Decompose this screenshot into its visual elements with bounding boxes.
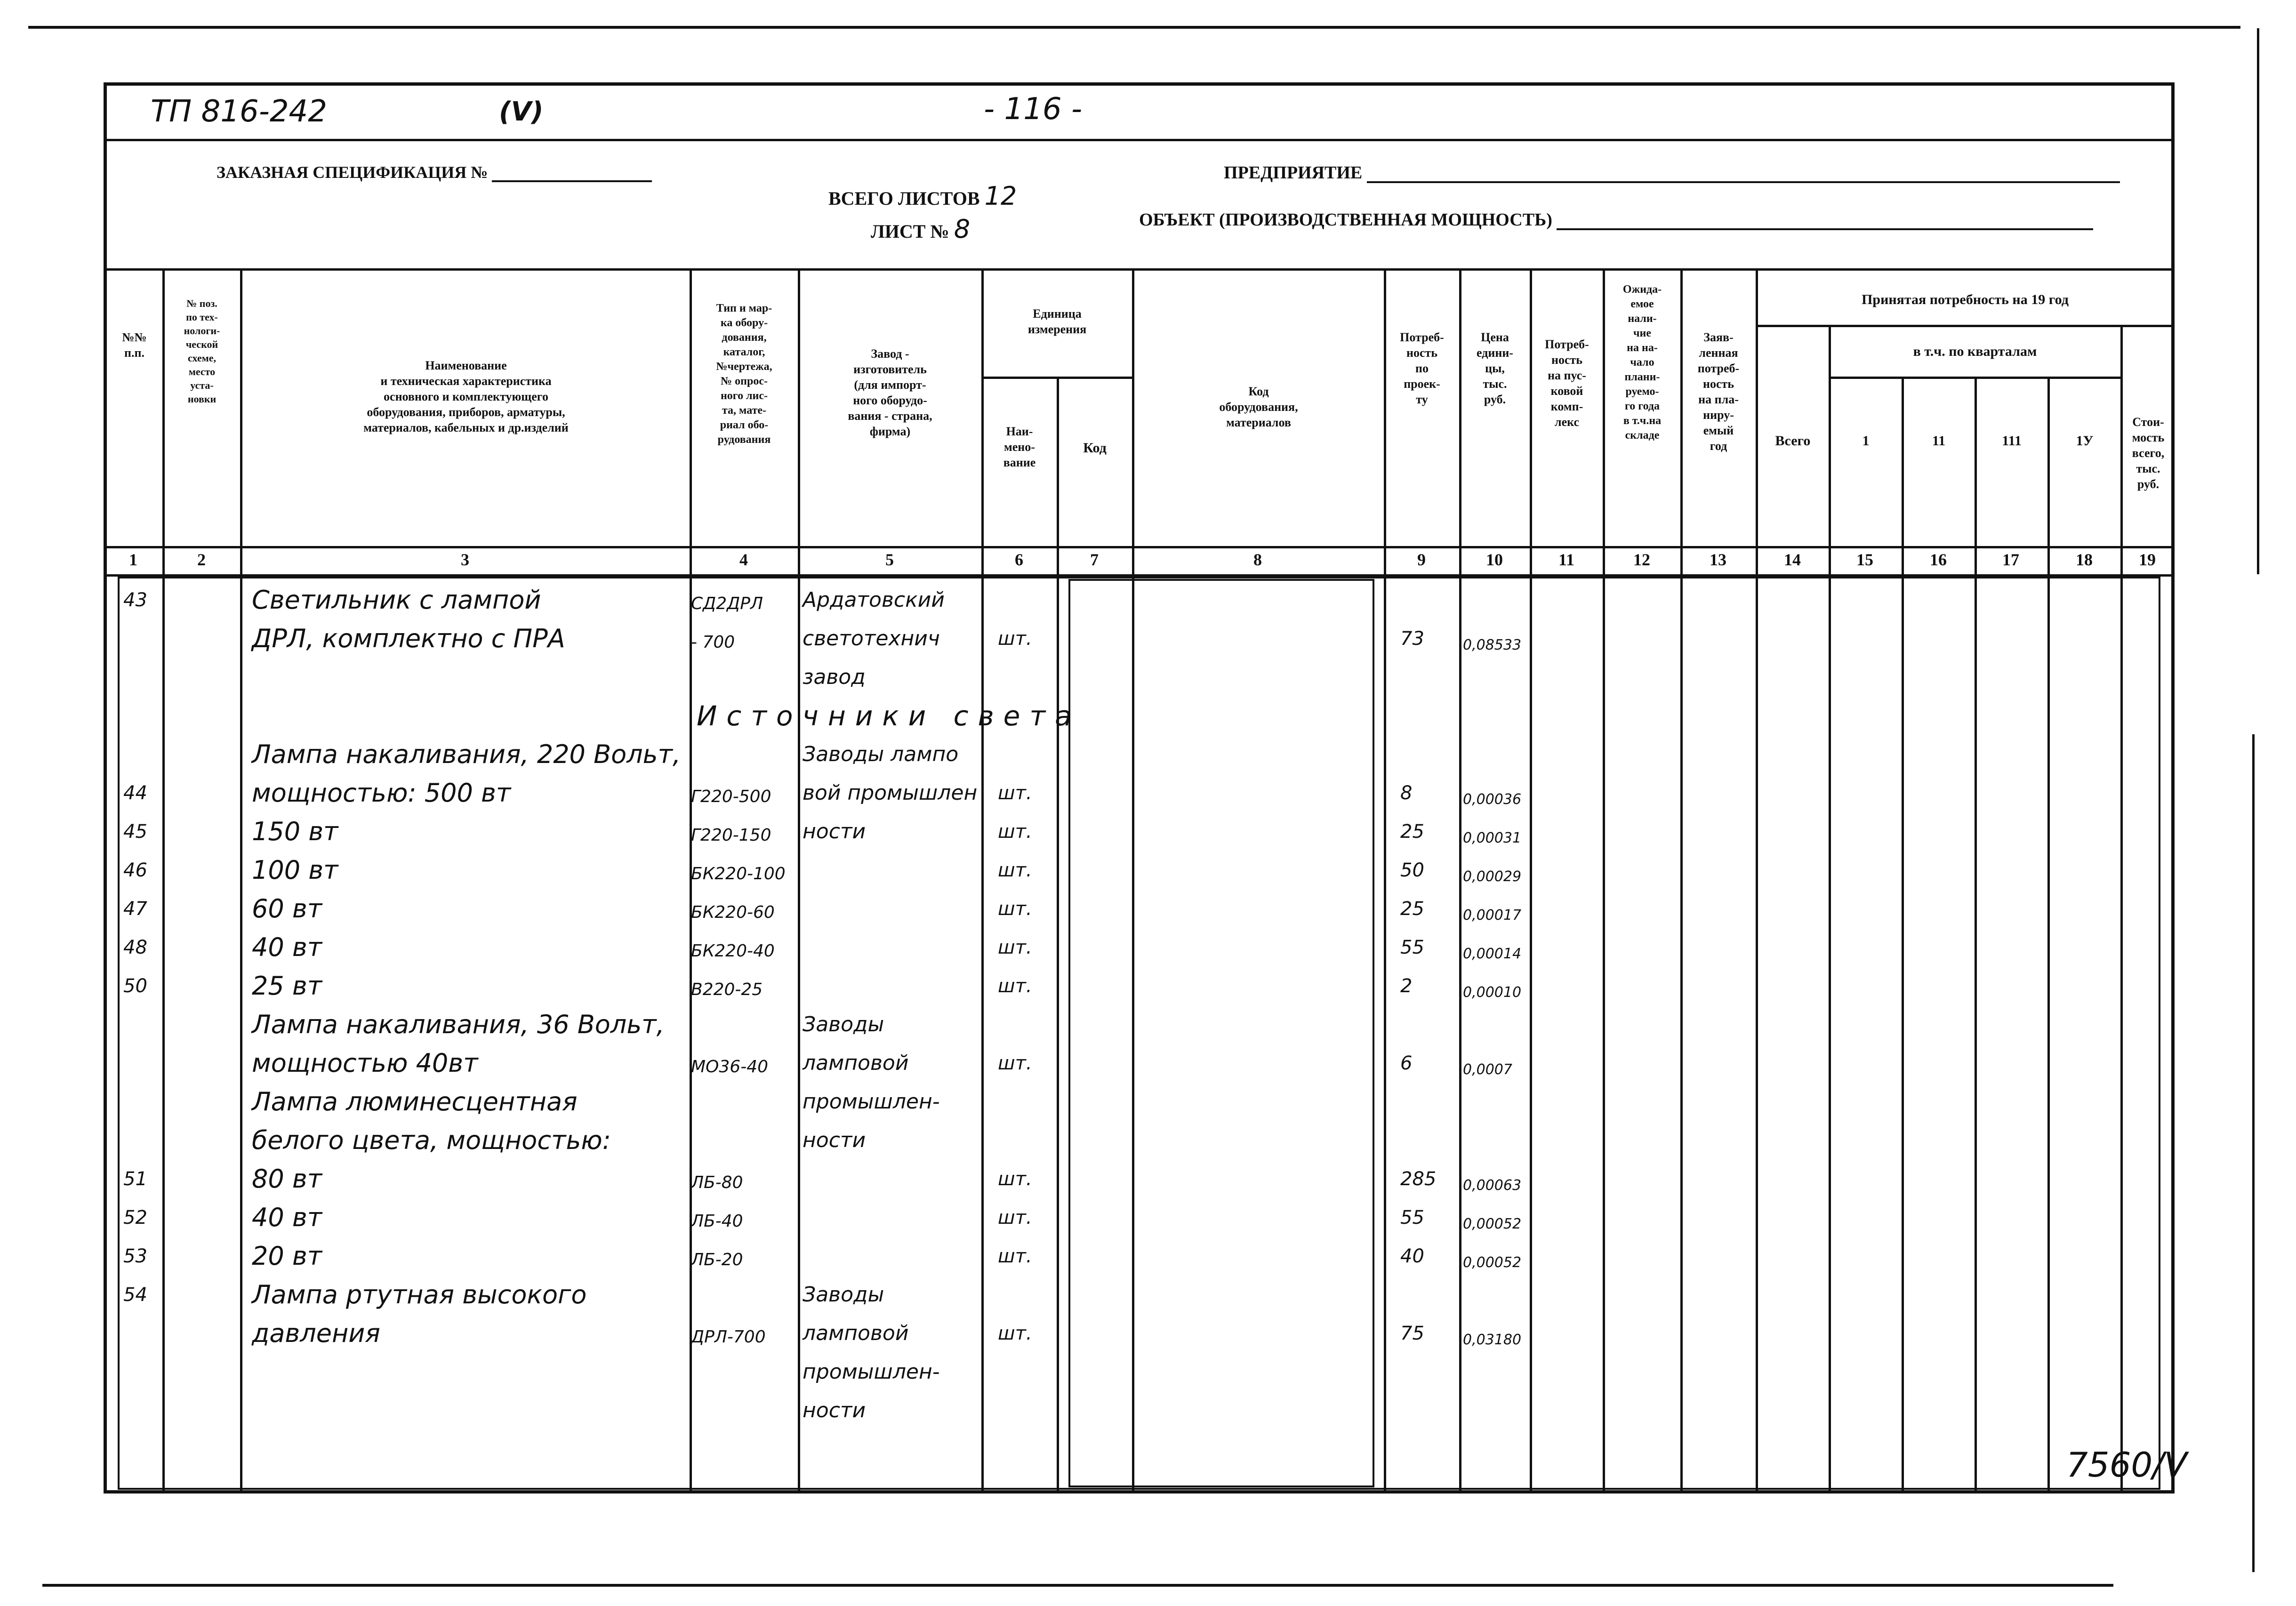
spec-label: ЗАКАЗНАЯ СПЕЦИФИКАЦИЯ № [217, 162, 652, 182]
row-item-name: Светильник с лампой [252, 585, 541, 615]
row-position-number: 46 [123, 859, 147, 881]
column-number: 18 [2076, 550, 2093, 569]
row-unit: шт. [998, 975, 1032, 997]
row-unit: шт. [998, 628, 1032, 650]
top-edge-line [28, 26, 2240, 29]
row-item-type: БК220-60 [691, 903, 775, 922]
row-quantity: 2 [1400, 975, 1413, 997]
header-accepted: Принятая потребность на 19 год [1862, 292, 2069, 307]
header-col19: Стои- мость всего, тыс. руб. [2132, 415, 2165, 491]
row-item-name: 150 вт [252, 817, 338, 846]
row-unit-price: 0,00014 [1463, 946, 1522, 962]
row-unit-price: 0,00052 [1463, 1216, 1522, 1232]
document-code: ТП 816-242 [151, 94, 327, 129]
row-unit: шт. [998, 1168, 1032, 1190]
column-number: 9 [1417, 550, 1426, 569]
row-item-name: Лампа ртутная высокого [252, 1280, 587, 1309]
quarters-subheader-line [1829, 377, 2120, 379]
row-unit: шт. [998, 898, 1032, 920]
row-item-name: мощностью 40вт [252, 1048, 478, 1078]
column-number: 19 [2139, 550, 2156, 569]
row-quantity: 25 [1400, 898, 1424, 920]
row-item-name: белого цвета, мощностью: [252, 1125, 611, 1155]
header-col14: Всего [1775, 433, 1811, 449]
row-manufacturer: Заводы [803, 1012, 884, 1036]
row-item-type: - 700 [691, 633, 735, 652]
row-unit: шт. [998, 859, 1032, 881]
header-col6: Наи- мено- вание [1003, 425, 1036, 469]
header-col5: Завод - изготовитель (для импорт- ного оборудо- вания - страна, фирма) [848, 347, 932, 438]
row-manufacturer: ности [803, 1398, 866, 1422]
row-quantity: 40 [1400, 1245, 1424, 1267]
row-manufacturer: Заводы [803, 1283, 884, 1307]
row-unit-price: 0,00029 [1463, 868, 1522, 885]
column-number: 5 [885, 550, 894, 569]
row-position-number: 54 [123, 1284, 147, 1306]
row-manufacturer: ности [803, 1128, 866, 1152]
row-position-number: 44 [123, 782, 147, 804]
row-unit: шт. [998, 1323, 1032, 1344]
header-col10: Цена едини- цы, тыс. руб. [1477, 330, 1513, 406]
row-position-number: 53 [123, 1245, 147, 1267]
row-item-type: Г220-500 [691, 787, 771, 806]
row-item-type: СД2ДРЛ [691, 594, 763, 613]
column-number: 7 [1090, 550, 1099, 569]
row-manufacturer: промышлен- [803, 1090, 940, 1114]
row-manufacturer: ламповой [803, 1321, 909, 1345]
header-col12: Ожида- емое нали- чие на на- чало плани- руемо- го года в т.ч.на складе [1622, 283, 1662, 442]
row-unit-price: 0,00036 [1463, 791, 1522, 808]
row-item-name: 100 вт [252, 855, 338, 885]
row-position-number: 43 [123, 589, 147, 611]
column-number: 11 [1558, 550, 1574, 569]
row-quantity: 73 [1400, 628, 1424, 650]
header-col3: Наименование и техническая характеристика основного и комплектующего оборудования, приборов, арматуры, материалов, кабельных и др.изделий [363, 359, 569, 434]
row-item-name: 40 вт [252, 1203, 322, 1232]
title-divider [104, 139, 2175, 141]
row-quantity: 8 [1400, 782, 1413, 804]
row-unit: шт. [998, 782, 1032, 804]
header-col2: № поз. по тех- нологи- ческой схеме, место уста- новки [184, 297, 220, 405]
row-manufacturer: ламповой [803, 1051, 909, 1075]
code-inner-frame [1068, 579, 1374, 1487]
row-position-number: 50 [123, 975, 147, 997]
header-col13: Заяв- ленная потреб- ность на пла- ниру- емый год [1697, 330, 1740, 453]
row-unit: шт. [998, 937, 1032, 958]
header-q1: 1 [1862, 433, 1870, 449]
row-item-name: Лампа накаливания, 220 Вольт, [252, 739, 681, 769]
row-quantity: 50 [1400, 859, 1424, 881]
row-item-type: БК220-40 [691, 941, 775, 961]
row-quantity: 55 [1400, 937, 1424, 958]
column-number: 15 [1856, 550, 1873, 569]
row-item-type: МО36-40 [691, 1057, 769, 1076]
row-position-number: 48 [123, 937, 147, 958]
unit-subheader-line [981, 377, 1132, 379]
column-number: 3 [461, 550, 469, 569]
sheets-total: ВСЕГО ЛИСТОВ 12 [828, 181, 1017, 211]
row-item-type: Г220-150 [691, 826, 771, 845]
header-divider [104, 268, 2175, 271]
row-manufacturer: ности [803, 819, 866, 843]
row-item-name: давления [252, 1318, 380, 1348]
row-item-name: Лампа люминесцентная [252, 1087, 578, 1116]
row-item-type: ДРЛ-700 [691, 1327, 766, 1347]
row-manufacturer: светотехнич [803, 626, 940, 650]
column-number: 10 [1486, 550, 1503, 569]
row-manufacturer: вой промышлен [803, 781, 978, 805]
enterprise-label: ПРЕДПРИЯТИЕ [1224, 162, 2120, 183]
row-position-number: 45 [123, 821, 147, 843]
column-number: 8 [1253, 550, 1262, 569]
row-unit-price: 0,00031 [1463, 830, 1522, 846]
row-position-number: 47 [123, 898, 147, 920]
column-number: 4 [739, 550, 748, 569]
colnum-top-line [104, 546, 2175, 548]
right-edge-line-bottom [2252, 734, 2255, 1572]
row-unit-price: 0,03180 [1463, 1332, 1522, 1348]
header-col1: №№ п.п. [122, 330, 147, 360]
row-item-name: Источники света [697, 700, 1081, 732]
row-item-type: ЛБ-40 [691, 1212, 743, 1231]
row-unit-price: 0,00017 [1463, 907, 1522, 923]
row-item-type: БК220-100 [691, 864, 786, 883]
row-item-name: Лампа накаливания, 36 Вольт, [252, 1010, 665, 1039]
row-unit-price: 0,00052 [1463, 1254, 1522, 1271]
accepted-subheader-line [1756, 325, 2175, 327]
row-unit-price: 0,08533 [1463, 637, 1522, 653]
row-manufacturer: промышлен- [803, 1360, 940, 1384]
row-quantity: 25 [1400, 821, 1424, 843]
row-unit: шт. [998, 1245, 1032, 1267]
album-number: (V) [499, 96, 544, 127]
row-unit: шт. [998, 1207, 1032, 1229]
row-item-name: 60 вт [252, 894, 322, 923]
row-item-type: В220-25 [691, 980, 763, 999]
header-col4: Тип и мар- ка обору- дования, каталог, №чертежа, № опрос- ного лис- та, мате- риал обо- рудования [716, 302, 772, 446]
column-number: 1 [129, 550, 137, 569]
column-number: 16 [1930, 550, 1947, 569]
column-number: 14 [1784, 550, 1801, 569]
row-quantity: 75 [1400, 1323, 1424, 1344]
column-number: 6 [1015, 550, 1023, 569]
row-item-name: 25 вт [252, 971, 322, 1001]
row-unit-price: 0,00063 [1463, 1177, 1522, 1194]
header-quarters: в т.ч. по кварталам [1913, 344, 2037, 359]
header-q3: 111 [2002, 433, 2022, 449]
row-position-number: 52 [123, 1207, 147, 1229]
header-col7: Код [1083, 440, 1107, 456]
row-manufacturer: Заводы лампо [803, 742, 959, 766]
sheet-number: ЛИСТ № 8 [871, 214, 971, 244]
bottom-edge-line [42, 1584, 2113, 1587]
row-item-type: ЛБ-20 [691, 1250, 743, 1269]
header-q4: 1У [2076, 433, 2094, 449]
page-number: - 116 - [984, 92, 1083, 127]
header-col9: Потреб- ность по проек- ту [1400, 330, 1444, 406]
row-unit-price: 0,0007 [1463, 1061, 1512, 1078]
row-unit-price: 0,00010 [1463, 984, 1522, 1001]
column-number: 13 [1710, 550, 1726, 569]
row-item-name: 40 вт [252, 932, 322, 962]
column-number: 17 [2002, 550, 2019, 569]
row-item-name: 80 вт [252, 1164, 322, 1194]
header-col8: Код оборудования, материалов [1219, 385, 1298, 429]
row-quantity: 285 [1400, 1168, 1437, 1190]
column-number: 2 [197, 550, 206, 569]
column-number: 12 [1633, 550, 1650, 569]
object-label: ОБЪЕКТ (ПРОИЗВОДСТВЕННАЯ МОЩНОСТЬ) [1139, 209, 2093, 230]
header-col11: Потреб- ность на пус- ковой комп- лекс [1545, 337, 1589, 429]
row-item-name: 20 вт [252, 1241, 322, 1271]
row-item-name: ДРЛ, комплектно с ПРА [252, 624, 565, 653]
header-unit-group: Единица измерения [1028, 307, 1087, 336]
row-quantity: 55 [1400, 1207, 1424, 1229]
row-quantity: 6 [1400, 1052, 1413, 1074]
row-position-number: 51 [123, 1168, 147, 1190]
row-manufacturer: Ардатовский [803, 588, 945, 612]
right-edge-line-top [2257, 28, 2259, 574]
row-unit: шт. [998, 1052, 1032, 1074]
header-q2: 11 [1932, 433, 1946, 449]
archive-stamp: 7560/V [2066, 1445, 2187, 1485]
row-manufacturer: завод [803, 665, 866, 689]
row-item-type: ЛБ-80 [691, 1173, 743, 1192]
row-item-name: мощностью: 500 вт [252, 778, 511, 808]
row-unit: шт. [998, 821, 1032, 843]
